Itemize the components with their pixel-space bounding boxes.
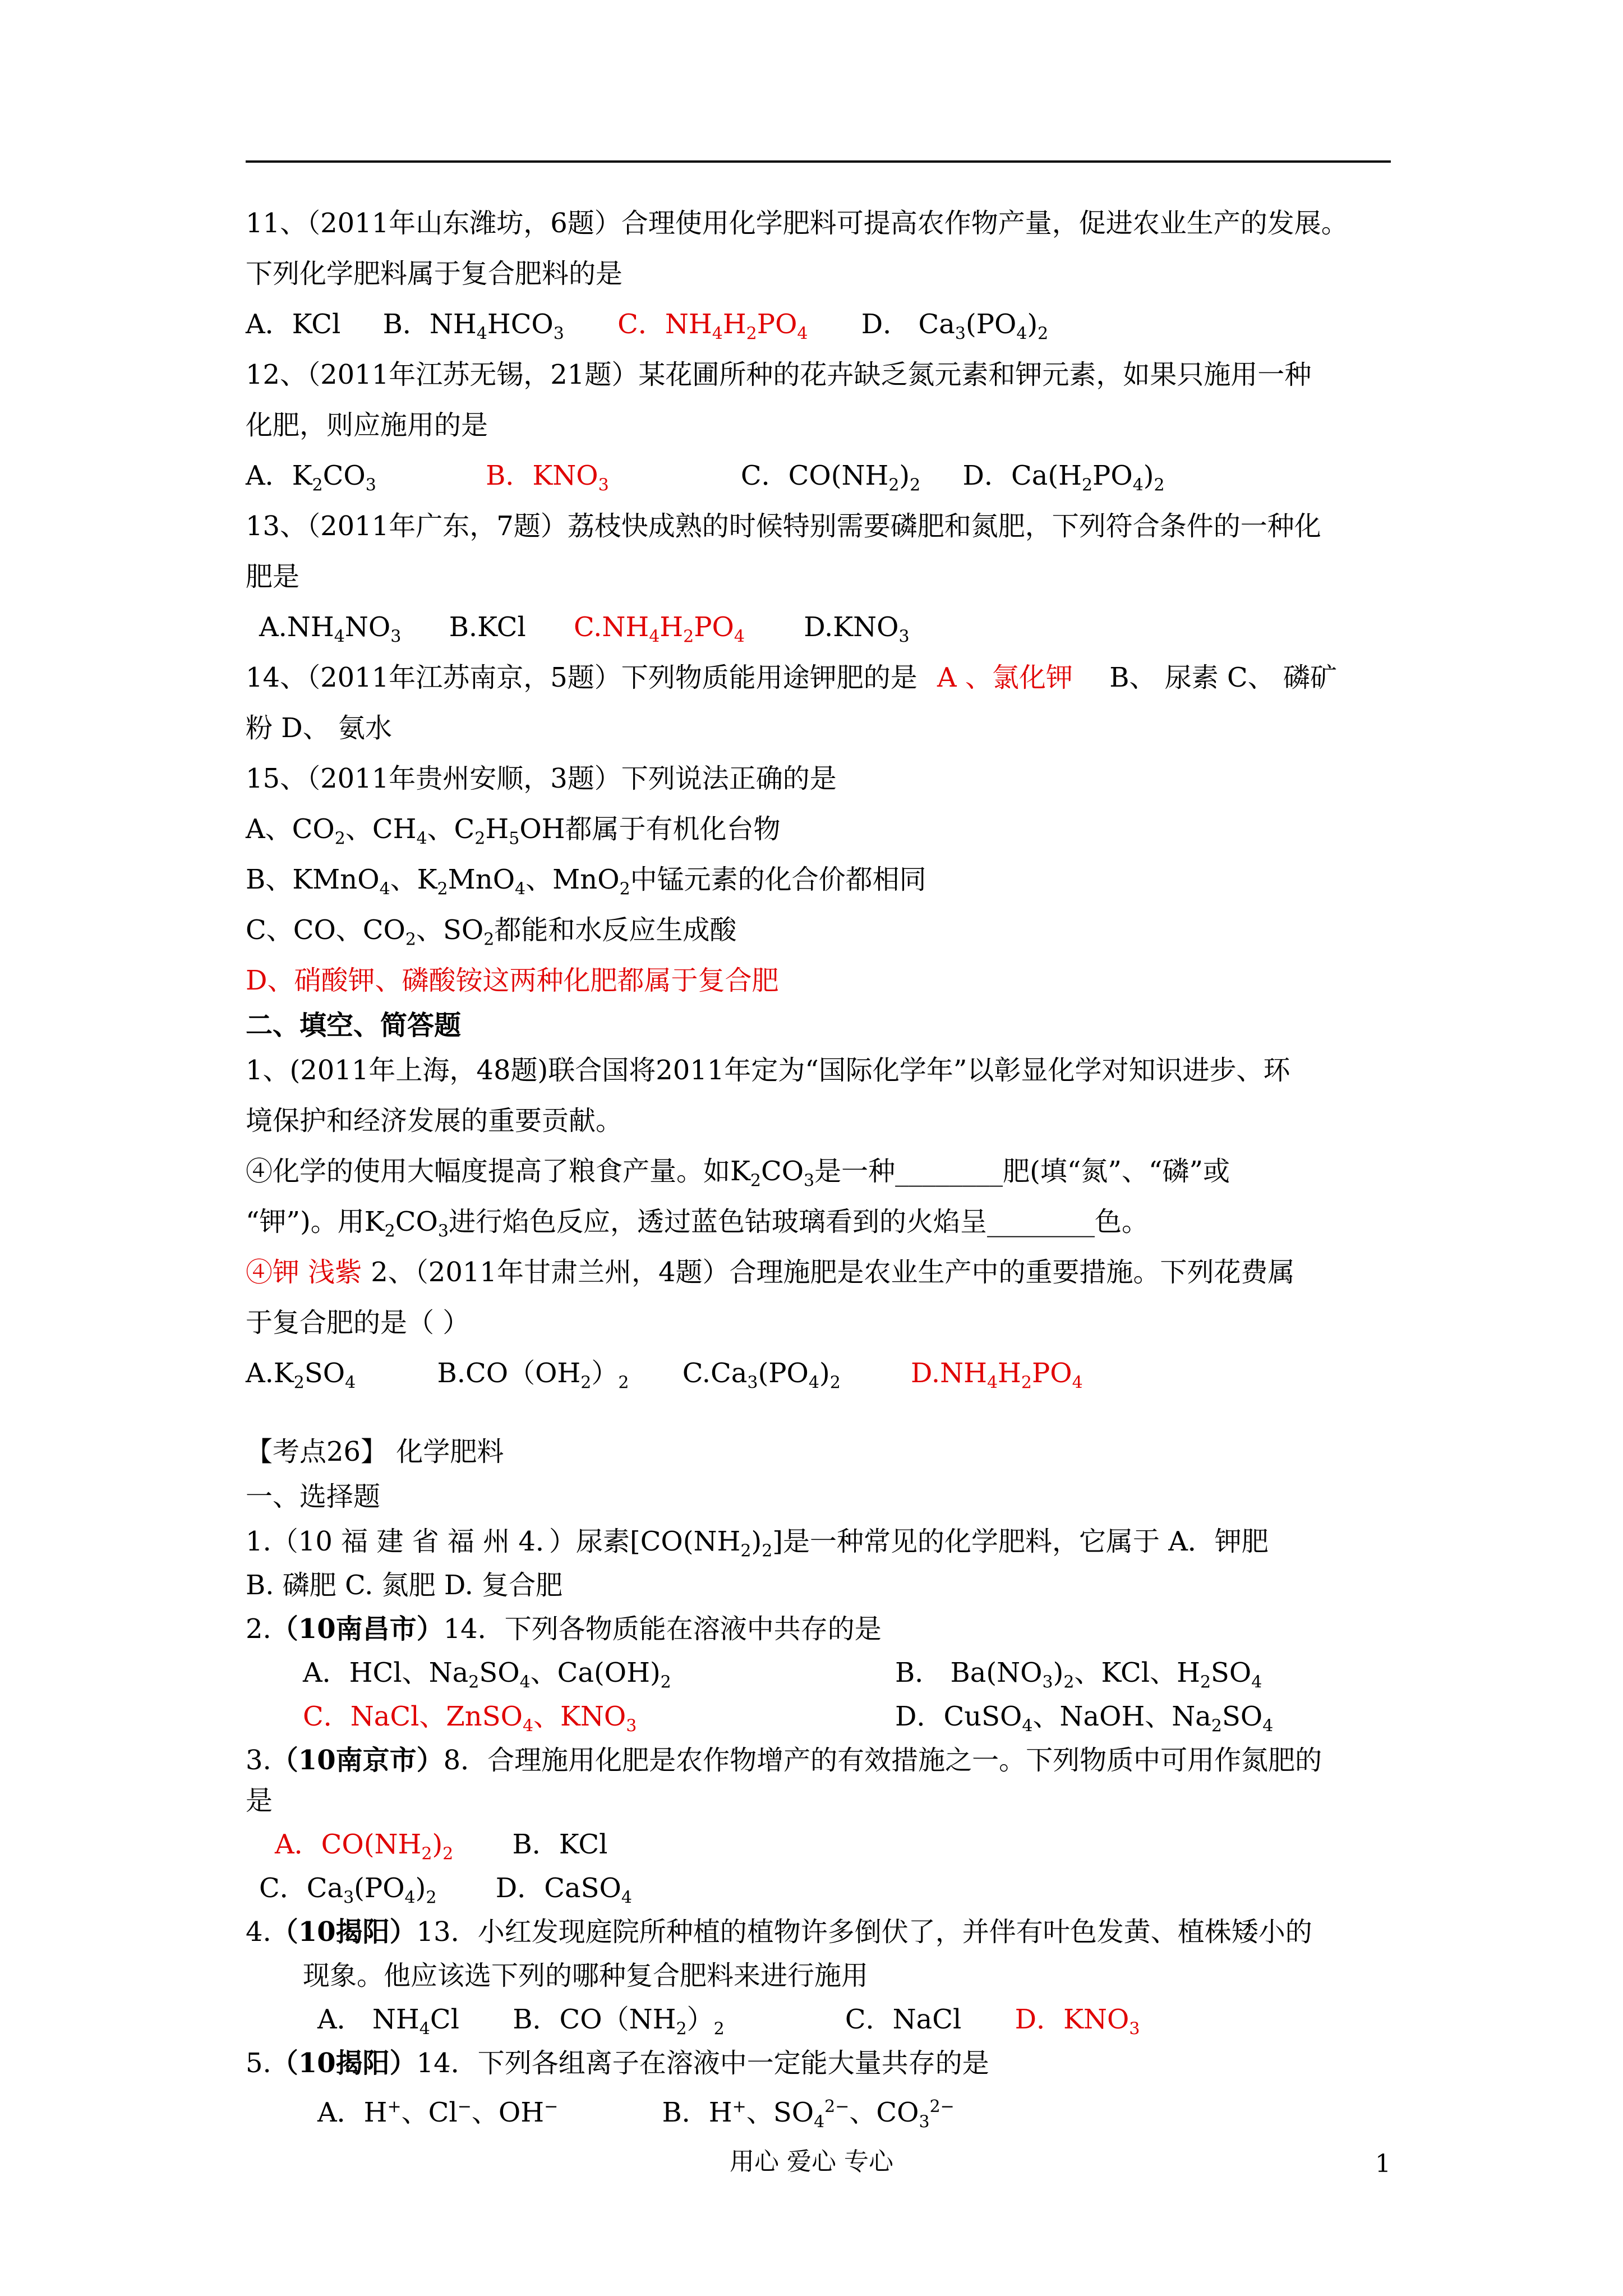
k5-line1: 5.（10揭阳）14．下列各组离子在溶液中一定能大量共存的是	[246, 2047, 989, 2079]
q13-line1: 13、（2011年广东，7题）荔枝快成熟的时候特别需要磷肥和氮肥，下列符合条件的一种化	[246, 510, 1321, 542]
page-number: 1	[1375, 2150, 1391, 2178]
q15-option-c: C、CO、$CO_2$、$SO_2$都能和水反应生成酸	[246, 914, 737, 950]
f1-line4: “钾”)。用$K_2CO_3$进行焰色反应，透过蓝色钴玻璃看到的火焰呈________色。	[246, 1206, 1149, 1241]
k2-answer: C．NaCl、ZnSO$_4$、$KNO_3$	[303, 1701, 637, 1736]
page-footer: 用心 爱心 专心	[730, 2147, 893, 2176]
k1-line2: B. 磷肥 C. 氮肥 D. 复合肥	[246, 1570, 563, 1601]
q14-answer: A 、氯化钾	[937, 662, 1073, 693]
k1-line1: 1.（10 福 建 省 福 州 4．）尿素$[CO(NH_2)_2]$是一种常见的化学肥料，它属于 A．钾肥	[246, 1526, 1269, 1561]
f1-line1: 1、(2011年上海，48题)联合国将2011年定为“国际化学年”以彰显化学对知识进步、环	[246, 1055, 1290, 1086]
q15-option-b: B、KMnO$_4$、$K_2MnO_4$、MnO$_2$中锰元素的化合价都相同	[246, 864, 926, 899]
f2-options: $A.K_2SO_4$ $B.CO(OH_2)_2$ $C.Ca_3(PO_4)_2$ $D.NH_4H_2PO_4$	[246, 1356, 1083, 1400]
k5-options: A．H+、Cl−、OH− B．H+、$SO_4^{2-}$、$CO_3^{2-}$	[317, 2097, 955, 2132]
section-fill-blank-heading: 二、填空、简答题	[246, 1010, 462, 1041]
k4-answer: D．$KNO_3$	[1015, 2004, 1140, 2039]
f1-line5: ④钾 浅紫 2、（2011年甘肃兰州，4题）合理施肥是农业生产中的重要措施。下列花费属	[246, 1257, 1295, 1288]
f1-answer: ④钾 浅紫	[246, 1257, 362, 1288]
f1-line2: 境保护和经济发展的重要贡献。	[246, 1105, 623, 1137]
q12-options: A．$K_2CO_3$ B．$KNO_3$ C．$CO(NH_2)_2$ D．$Ca(H_2PO_4)_2$	[246, 459, 1165, 503]
q12-line1: 12、（2011年江苏无锡，21题）某花圃所种的花卉缺乏氮元素和钾元素，如果只施用一种	[246, 359, 1312, 390]
q13-line2: 肥是	[246, 561, 300, 592]
k4-options: A． $NH_4Cl$ B．$CO(NH_2)_2$ C．NaCl D．$KNO_3$	[317, 2003, 1140, 2046]
q13-answer: $C.NH_4H_2PO_4$	[574, 611, 745, 647]
header-rule	[246, 160, 1391, 163]
f2-answer: $D.NH_4H_2PO_4$	[911, 1358, 1083, 1393]
q11-answer: C．$NH_4H_2PO_4$	[617, 309, 808, 344]
k2-option-b: B． $Ba(NO_3)_2$、KCl、$H_2SO_4$	[895, 1657, 1262, 1692]
k3-line2: 是	[246, 1785, 273, 1816]
q14-line2: 粉 D、 氨水	[246, 712, 393, 744]
topic-heading: 【考点26】 化学肥料	[246, 1436, 504, 1467]
q15-option-a: A、$CO_2$、$CH_4$、$C_2H_5OH$都属于有机化台物	[246, 813, 781, 849]
q12-answer: B．$KNO_3$	[486, 460, 609, 495]
k2-options-ab: A．HCl、$Na_2SO_4$、$Ca(OH)_2$	[303, 1657, 671, 1692]
k2-option-d: D．CuSO$_4$、NaOH、$Na_2SO_4$	[895, 1701, 1274, 1736]
q11-line2: 下列化学肥料属于复合肥料的是	[246, 258, 623, 289]
k3-answer: A．$CO(NH_2)_2$	[275, 1829, 454, 1864]
q13-options: $A.NH_4NO_3$ B.KCl $C.NH_4H_2PO_4$ $D.KNO_3$	[259, 610, 910, 654]
q12-line2: 化肥，则应施用的是	[246, 409, 488, 441]
k3-line1: 3.（10南京市）8．合理施用化肥是农作物增产的有效措施之一。下列物质中可用作氮肥的	[246, 1745, 1322, 1776]
q15-answer: D、硝酸钾、磷酸铵这两种化肥都属于复合肥	[246, 965, 779, 996]
k4-line2: 现象。他应该选下列的哪种复合肥料来进行施用	[303, 1960, 869, 1991]
q14-line1: 14、（2011年江苏南京，5题）下列物质能用途钾肥的是 A 、氯化钾 B、 尿素 C、 磷矿	[246, 662, 1338, 693]
q11-line1: 11、（2011年山东潍坊，6题）合理使用化学肥料可提高农作物产量，促进农业生产的发展。	[246, 208, 1348, 239]
f2-line2: 于复合肥的是（ ）	[246, 1307, 470, 1338]
k2-line1: 2.（10南昌市）14．下列各物质能在溶液中共存的是	[246, 1613, 882, 1645]
k3-options-cd: C．$Ca_3(PO_4)_2$ D．CaSO$_4$	[259, 1872, 632, 1908]
q15-line1: 15、（2011年贵州安顺，3题）下列说法正确的是	[246, 763, 837, 794]
q11-options: A．KCl B．$NH_4HCO_3$ C．$NH_4H_2PO_4$ D． $Ca_3(PO_4)_2$	[246, 307, 1048, 351]
f1-line3: ④化学的使用大幅度提高了粮食产量。如$K_2CO_3$是一种________肥(填“氮”、“磷”或	[246, 1156, 1230, 1191]
k4-line1: 4.（10揭阳）13．小红发现庭院所种植的植物许多倒伏了，并伴有叶色发黄、植株矮小的	[246, 1916, 1312, 1948]
k3-options-ab: A．$CO(NH_2)_2$ B．KCl	[275, 1828, 607, 1871]
topic-section-choice: 一、选择题	[246, 1481, 381, 1512]
